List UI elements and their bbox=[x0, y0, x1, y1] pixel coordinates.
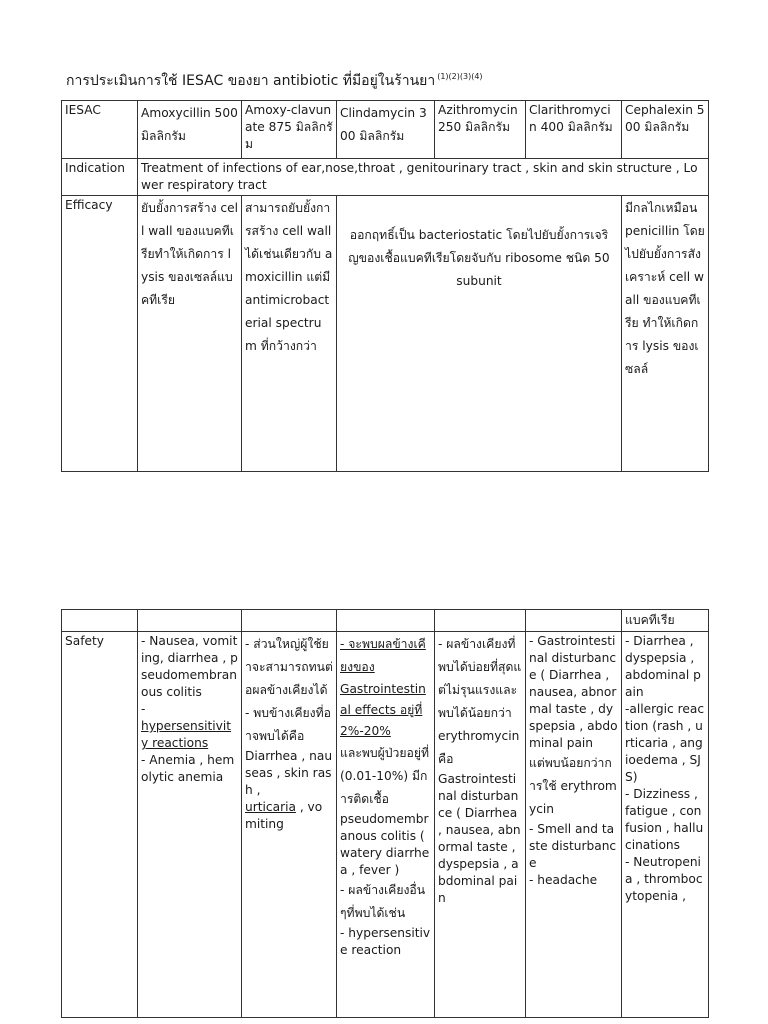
clindamycin-safety-other: - ผลข้างเคียงอื่นๆที่พบได้เช่น bbox=[340, 883, 426, 920]
safety-amoxyclav bbox=[242, 632, 337, 1018]
clarithromycin-safety-headache: - headache bbox=[529, 873, 598, 887]
amoxycillin-safety-gi: - Nausea, vomiting, diarrhea , pseudomembranous colitis bbox=[141, 634, 238, 699]
efficacy-cephalexin: มีกลไกเหมือน penicillin โดยไปยับยั้งการสังเคราะห์ cell wall ของแบคทีเรีย ทำให้เกิดการ lysis ของเซลล์ bbox=[622, 196, 709, 472]
empty-cell bbox=[62, 610, 138, 632]
empty-cell bbox=[337, 610, 435, 632]
header-azithromycin: Azithromycin 250 มิลลิกรัม bbox=[435, 101, 526, 159]
safety-clarithromycin bbox=[526, 632, 622, 1018]
clarithromycin-safety-smell: - Smell and taste disturbance bbox=[529, 822, 617, 870]
azithromycin-safety-gi: Gastrointestinal disturbance ( Diarrhea , nausea, abnormal taste , dyspepsia , abdominal pain bbox=[438, 772, 521, 905]
clindamycin-safety-intro: - จะพบผลข้างเคียงของ bbox=[340, 637, 426, 674]
efficacy-macrolide-clinda: ออกฤทธิ์เป็น bacteriostatic โดยไปยับยั้งการเจริญของเชื้อแบคทีเรียโดยจับกับ ribosome ชนิด 50 subunit bbox=[337, 196, 622, 472]
efficacy-amoxyclav: สามารถยับยั้งการสร้าง cell wall ได้เช่นเดียวกับ amoxicillin แต่มี antimicrobacterial spectrum ที่กว้างกว่า bbox=[242, 196, 337, 472]
title-text: การประเมินการใช้ IESAC ของยา antibiotic ที่มีอยู่ในร้านยา bbox=[66, 73, 436, 89]
efficacy-label: Efficacy bbox=[62, 196, 138, 472]
header-clindamycin: Clindamycin 300 มิลลิกรัม bbox=[337, 101, 435, 159]
azithromycin-safety-intro: - ผลข้างเคียงที่พบได้บ่อยที่สุดแต่ไม่รุนแรงและพบได้น้อยกว่า erythromycin คือ bbox=[438, 637, 522, 766]
amoxyclav-safety-urticaria-line bbox=[245, 800, 322, 831]
amoxyclav-safety-common: - พบข้างเคียงที่อาจพบได้คือ bbox=[245, 706, 331, 743]
safety-cephalexin bbox=[622, 632, 709, 1018]
safety-label: Safety bbox=[62, 632, 138, 1018]
clindamycin-safety-hypersensitive: - hypersensitive reaction bbox=[340, 926, 431, 957]
efficacy-amoxycillin: ยับยั้งการสร้าง cell wall ของแบคทีเรียทำให้เกิดการ lysis ของเซลล์แบคทีเรีย bbox=[138, 196, 242, 472]
amoxycillin-safety-dash: - bbox=[141, 702, 146, 716]
empty-cell bbox=[526, 610, 622, 632]
title-refs: (1)(2)(3)(4) bbox=[437, 72, 483, 81]
safety-row bbox=[62, 632, 709, 1018]
clarithromycin-safety-gi: - Gastrointestinal disturbance ( Diarrhea , nausea, abnormal taste , dyspepsia , abdominal pain bbox=[529, 634, 618, 750]
header-row bbox=[62, 101, 709, 159]
clindamycin-safety-gi: Gastrointestinal effects อยู่ที่ 2%-20% bbox=[340, 682, 426, 738]
cephalexin-safety-blood: - Neutropenia , thrombocytopenia , bbox=[625, 855, 703, 903]
cephalexin-safety-gi: - Diarrhea , dyspepsia , abdominal pain bbox=[625, 634, 701, 699]
iesac-table-part2 bbox=[61, 609, 709, 1018]
indication-text: Treatment of infections of ear,nose,throat , genitourinary tract , skin and skin structure , Lower respiratory tract bbox=[138, 159, 709, 196]
efficacy-row bbox=[62, 196, 709, 472]
cephalexin-safety-cns: - Dizziness , fatigue , confusion , hallucinations bbox=[625, 787, 704, 852]
amoxyclav-safety-list: Diarrhea , nauseas , skin rash , bbox=[245, 749, 333, 797]
clindamycin-safety-infection: และพบผู้ป่วยอยู่ที่ (0.01-10%) มีการติดเชื้อ bbox=[340, 746, 429, 806]
clarithromycin-safety-compare: แต่พบน้อยกว่าการใช้ erythromycin bbox=[529, 756, 617, 816]
amoxycillin-safety-anemia: - Anemia , hemolytic anemia bbox=[141, 753, 235, 784]
iesac-table-part1 bbox=[61, 100, 709, 472]
clindamycin-safety-colitis: pseudomembranous colitis ( watery diarrhea , fever ) bbox=[340, 812, 430, 877]
empty-cell bbox=[435, 610, 526, 632]
empty-cell bbox=[138, 610, 242, 632]
header-cephalexin: Cephalexin 500 มิลลิกรัม bbox=[622, 101, 709, 159]
empty-cell bbox=[242, 610, 337, 632]
indication-row bbox=[62, 159, 709, 196]
header-clarithromycin: Clarithromycin 400 มิลลิกรัม bbox=[526, 101, 622, 159]
safety-azithromycin bbox=[435, 632, 526, 1018]
header-amoxyclav: Amoxy-clavunate 875 มิลลิกรัม bbox=[242, 101, 337, 159]
cephalexin-continued: แบคทีเรีย bbox=[622, 610, 709, 632]
continued-row bbox=[62, 610, 709, 632]
amoxyclav-safety-urticaria: urticaria bbox=[245, 800, 296, 814]
amoxyclav-safety-vomiting: , vomiting bbox=[245, 800, 323, 831]
amoxyclav-safety-tolerance: - ส่วนใหญ่ผู้ใช้ยาจะสามารถทนต่อผลข้างเคียงได้ bbox=[245, 637, 333, 697]
safety-amoxycillin bbox=[138, 632, 242, 1018]
cephalexin-safety-allergic: -allergic reaction (rash , urticaria , angioedema , SJS) bbox=[625, 702, 705, 784]
indication-label: Indication bbox=[62, 159, 138, 196]
amoxycillin-safety-hypersensitivity: hypersensitivity reactions bbox=[141, 719, 232, 750]
page-title bbox=[66, 70, 483, 92]
safety-clindamycin bbox=[337, 632, 435, 1018]
header-amoxycillin: Amoxycillin 500 มิลลิกรัม bbox=[138, 101, 242, 159]
header-iesac: IESAC bbox=[62, 101, 138, 159]
